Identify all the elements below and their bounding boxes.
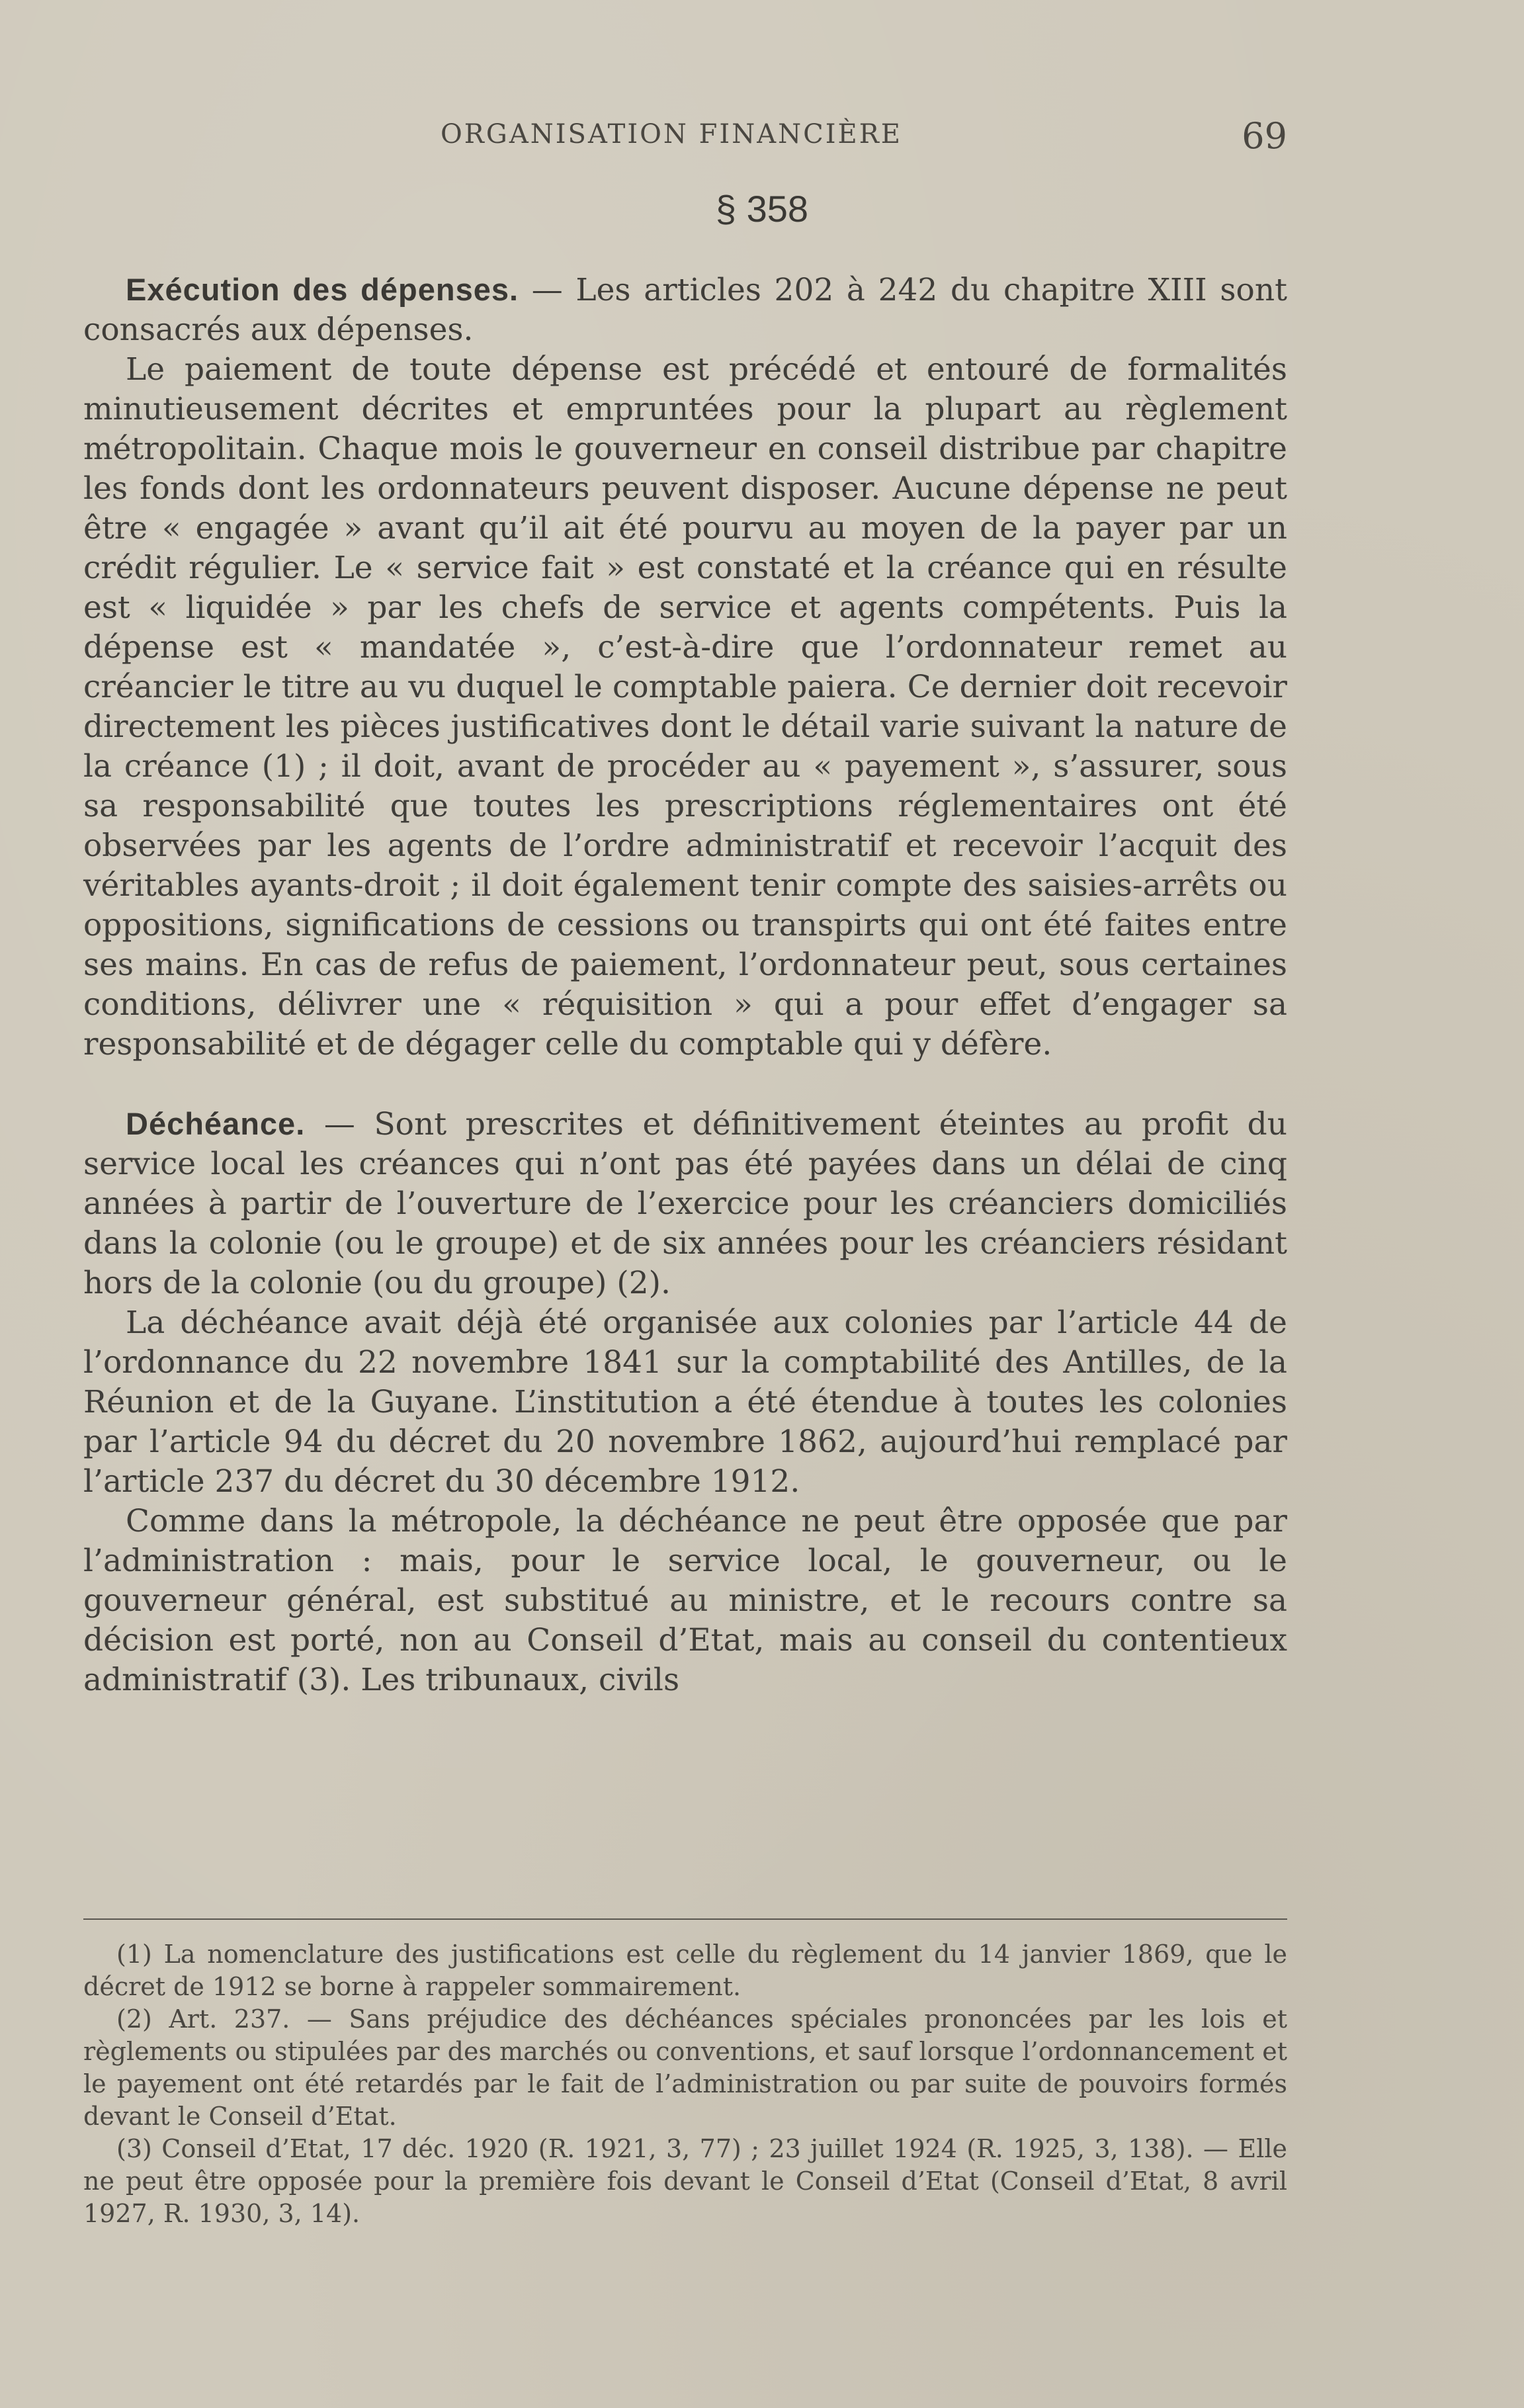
paragraph-decheance-text: — Sont prescrites et définitivement éteintes au profit du service local les créances qui n’ont pas été payées dans un délai de cinq années à partir de l’ouverture de l’exercice pour les créanciers domiciliés dans la colonie (ou le groupe) et de six années pour les créanciers résidant hors de la colonie (ou du groupe) (2). <box>83 1106 1287 1301</box>
footnote-1: (1) La nomenclature des justifications est celle du règlement du 14 janvier 1869, que le décret de 1912 se borne à rappeler sommairement. <box>83 1940 1287 2001</box>
paragraph-paiement: Le paiement de toute dépense est précédé et entouré de formalités minutieusement décrites et empruntées pour la plupart au règlement métropolitain. Chaque mois le gouverneur en conseil distribue par chapitre les fonds dont les ordonnateurs peuvent disposer. Aucune dépense ne peut être « engagée » avant qu’il ait été pourvu au moyen de la payer par un crédit régulier. Le « service fait » est constaté et la créance qui en résulte est « liquidée » par les chefs de service et agents compétents. Puis la dépense est « mandatée », c’est-à-dire que l’ordonnateur remet au créancier le titre au vu duquel le comptable paiera. Ce dernier doit recevoir directement les pièces justificatives dont le détail varie suivant la nature de la créance (1) ; il doit, avant de procéder au « payement », s’assurer, sous sa responsabilité que toutes les prescriptions réglementaires ont été observées par les agents de l’ordre administratif et recevoir l’acquit des véritables ayants-droit ; il doit également tenir compte des saisies-arrêts ou oppositions, significations de cessions ou transpirts qui ont été faites entre ses mains. En cas de refus de paiement, l’ordonnateur peut, sous certaines conditions, délivrer une « réquisition » qui a pour effet d’engager sa responsabilité et de dégager celle du comptable qui y défère. <box>83 351 1287 1062</box>
heading-decheance: Déchéance. <box>126 1106 306 1141</box>
body-text <box>83 270 1287 1700</box>
paragraph-metropole: Comme dans la métropole, la déchéance ne peut être opposée que par l’administration : mais, pour le service local, le gouverneur, ou le gouverneur général, est substitué au ministre, et le recours contre sa décision est porté, non au Conseil d’Etat, mais au conseil du contentieux administratif (3). Les tribunaux, civils <box>83 1503 1287 1698</box>
paragraph-decheance <box>83 1104 1287 1303</box>
footnote-3: (3) Conseil d’Etat, 17 déc. 1920 (R. 1921, 3, 77) ; 23 juillet 1924 (R. 1925, 3, 138). — Elle ne peut être opposée pour la première fois devant le Conseil d’Etat (Conseil d’Etat, 8 avril 1927, R. 1930, 3, 14). <box>83 2134 1287 2228</box>
running-head <box>83 115 1287 159</box>
running-title: ORGANISATION FINANCIÈRE <box>441 119 903 150</box>
footnotes <box>83 1938 1287 2230</box>
footnote-divider <box>83 1918 1287 1920</box>
page-number: 69 <box>1242 115 1287 157</box>
heading-execution-des-depenses: Exécution des dépenses. <box>126 272 519 307</box>
section-number: § 358 <box>715 188 809 230</box>
paragraph-organisee: La déchéance avait déjà été organisée aux colonies par l’article 44 de l’ordonnance du 22 novembre 1841 sur la comptabilité des Antilles, de la Réunion et de la Guyane. L’institution a été étendue à toutes les colonies par l’article 94 du décret du 20 novembre 1862, aujourd’hui remplacé par l’article 237 du décret du 30 décembre 1912. <box>83 1305 1287 1500</box>
paragraph-execution-text: — Les articles 202 à 242 du chapitre XIII sont consacrés aux dépenses. <box>83 272 1287 348</box>
footnote-2: (2) Art. 237. — Sans préjudice des déchéances spéciales prononcées par les lois et règlements ou stipulées par des marchés ou conventions, et sauf lorsque l’ordonnancement et le payement ont été retardés par le fait de l’administration ou par suite de pouvoirs formés devant le Conseil d’Etat. <box>83 2004 1287 2131</box>
paragraph-execution <box>83 270 1287 350</box>
